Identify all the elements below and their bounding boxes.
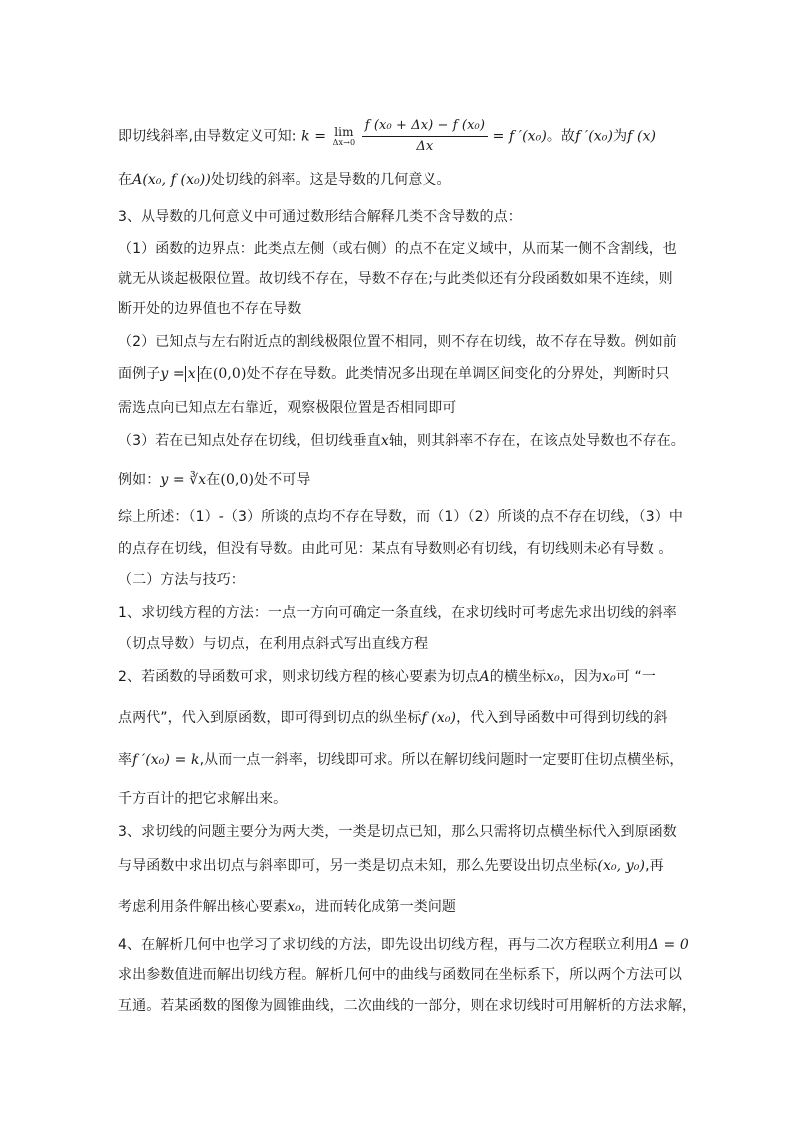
text: ，因为 (559, 669, 603, 685)
line-19 (118, 750, 684, 770)
line-9: 需选点向已知点左右靠近，观察极限位置是否相同即可 (118, 400, 457, 416)
line-12: 综上所述：（1）-（3）所谈的点均不存在导数，而（1）（2）所谈的点不存在切线，（3）中 (118, 509, 683, 525)
line-7: （2）已知点与左右附近点的割线极限位置不相同，则不存在切线，故不存在导数。例如前 (118, 334, 677, 350)
line-8 (118, 364, 678, 384)
line-23 (118, 897, 678, 917)
line-3: 3、从导数的几何意义中可通过数形结合解释几类不含导数的点： (118, 209, 522, 225)
math-derivative: = f ′(x₀) (492, 128, 547, 145)
line-11 (118, 470, 678, 490)
math-y: y = (160, 366, 185, 382)
math-delta-zero: Δ = 0 (648, 937, 689, 953)
math-point: A(x₀, f (x₀)) (132, 172, 211, 188)
math-cube-root: y = ∛x (160, 472, 207, 488)
text: 轴，则其斜率不存在，在该点处导数也不存在。 (388, 433, 685, 449)
math-abs: x (185, 366, 199, 382)
text: ,从而一点一斜率，切线即可求。所以在解切线问题时一定要盯住切点横坐标， (199, 752, 684, 768)
difference-quotient: $\frac{\text{f (x₀ + Δx) − f (x₀)}}{\Delta x}$ (362, 117, 488, 156)
math-origin: (0,0) (212, 366, 247, 382)
line-17 (118, 667, 678, 687)
math-slope: f ′(x₀) = k (132, 752, 200, 768)
line-6: 断开处的边界值也不存在导数 (118, 301, 302, 317)
text: 可 “一 (615, 669, 656, 685)
math-x: x (380, 433, 389, 449)
text: 在 (198, 366, 213, 382)
text: 处不存在导数。此类情况多出现在单调区间变化的分界处，判断时只 (246, 366, 670, 382)
text: 处不可导 (254, 472, 311, 488)
line-24 (118, 935, 689, 955)
line-14: （二）方法与技巧： (118, 572, 245, 588)
line-21: 3、求切线的问题主要分为两大类，一类是切点已知，那么只需将切点横坐标代入到原函数 (118, 824, 677, 840)
math-x0: x₀ (546, 669, 560, 685)
math-A: A (479, 669, 490, 685)
math-k: k = (301, 128, 327, 145)
math-f-x0: f (x₀) (421, 710, 457, 726)
math-x0: x₀ (287, 899, 301, 915)
text: 。故 (546, 128, 576, 145)
line-16: （切点导数）与切点，在利用点斜式写出直线方程 (118, 636, 429, 652)
text: ，代入到导函数中可得到切线的斜 (456, 710, 668, 726)
text: 处切线的斜率。这是导数的几何意义。 (210, 172, 451, 188)
text: 考虑利用条件解出核心要素 (118, 899, 288, 915)
text: 即切线斜率,由导数定义可知: (118, 128, 297, 145)
text: 率 (118, 752, 133, 768)
math-derivative: f ′(x₀) (575, 128, 614, 145)
text: 2、若函数的导函数可求，则求切线方程的核心要素为切点 (118, 669, 480, 685)
line-2 (118, 170, 678, 190)
line-25: 求出参数值进而解出切线方程。解析几何中的曲线与函数同在坐标系下，所以两个方法可以 (118, 967, 682, 983)
math-x0: x₀ (602, 669, 616, 685)
line-20: 千方百计的把它求解出来。 (118, 791, 288, 807)
math-function: f (x) (627, 128, 657, 145)
text: 的横坐标 (489, 669, 547, 685)
math-point-x0y0: (x₀, y₀) (597, 858, 646, 874)
text: 点两代”，代入到原函数，即可得到切点的纵坐标 (118, 710, 422, 726)
text: ,再 (645, 858, 664, 874)
math-origin: (0,0) (220, 472, 255, 488)
line-26: 互通。若某函数的图像为圆锥曲线，二次曲线的一部分，则在求切线时可用解析的方法求解， (118, 998, 697, 1014)
text: 在 (118, 172, 133, 188)
line-13: 的点存在切线，但没有导数。由此可见：某点有导数则必有切线，有切线则未必有导数 。 (118, 541, 673, 557)
text: ，进而转化成第一类问题 (300, 899, 457, 915)
line-15: 1、求切线方程的方法：一点一方向可确定一条直线，在求切线时可考虑先求出切线的斜率 (118, 605, 677, 621)
line-4: （1）函数的边界点：此类点左侧（或右侧）的点不在定义域中，从而某一侧不含割线，也 (118, 241, 677, 257)
text: 面例子 (118, 366, 161, 382)
line-22 (118, 856, 678, 876)
text: 与导函数中求出切点与斜率即可，另一类是切点未知，那么先要设出切点坐标 (118, 858, 598, 874)
line-10 (118, 431, 685, 451)
text: 为 (613, 128, 628, 145)
text: （3）若在已知点处存在切线，但切线垂直 (118, 433, 381, 449)
line-1 (118, 117, 678, 154)
line-5: 就无从谈起极限位置。故切线不存在，导数不存在;与此类似还有分段函数如果不连续，则 (118, 271, 673, 287)
line-18 (118, 708, 678, 728)
text: 4、在解析几何中也学习了求切线的方法，即先设出切线方程，再与二次方程联立利用 (118, 937, 649, 953)
limit-operator: lim Δx→0 (332, 124, 356, 147)
text: 在 (206, 472, 221, 488)
text: 例如： (118, 472, 161, 488)
